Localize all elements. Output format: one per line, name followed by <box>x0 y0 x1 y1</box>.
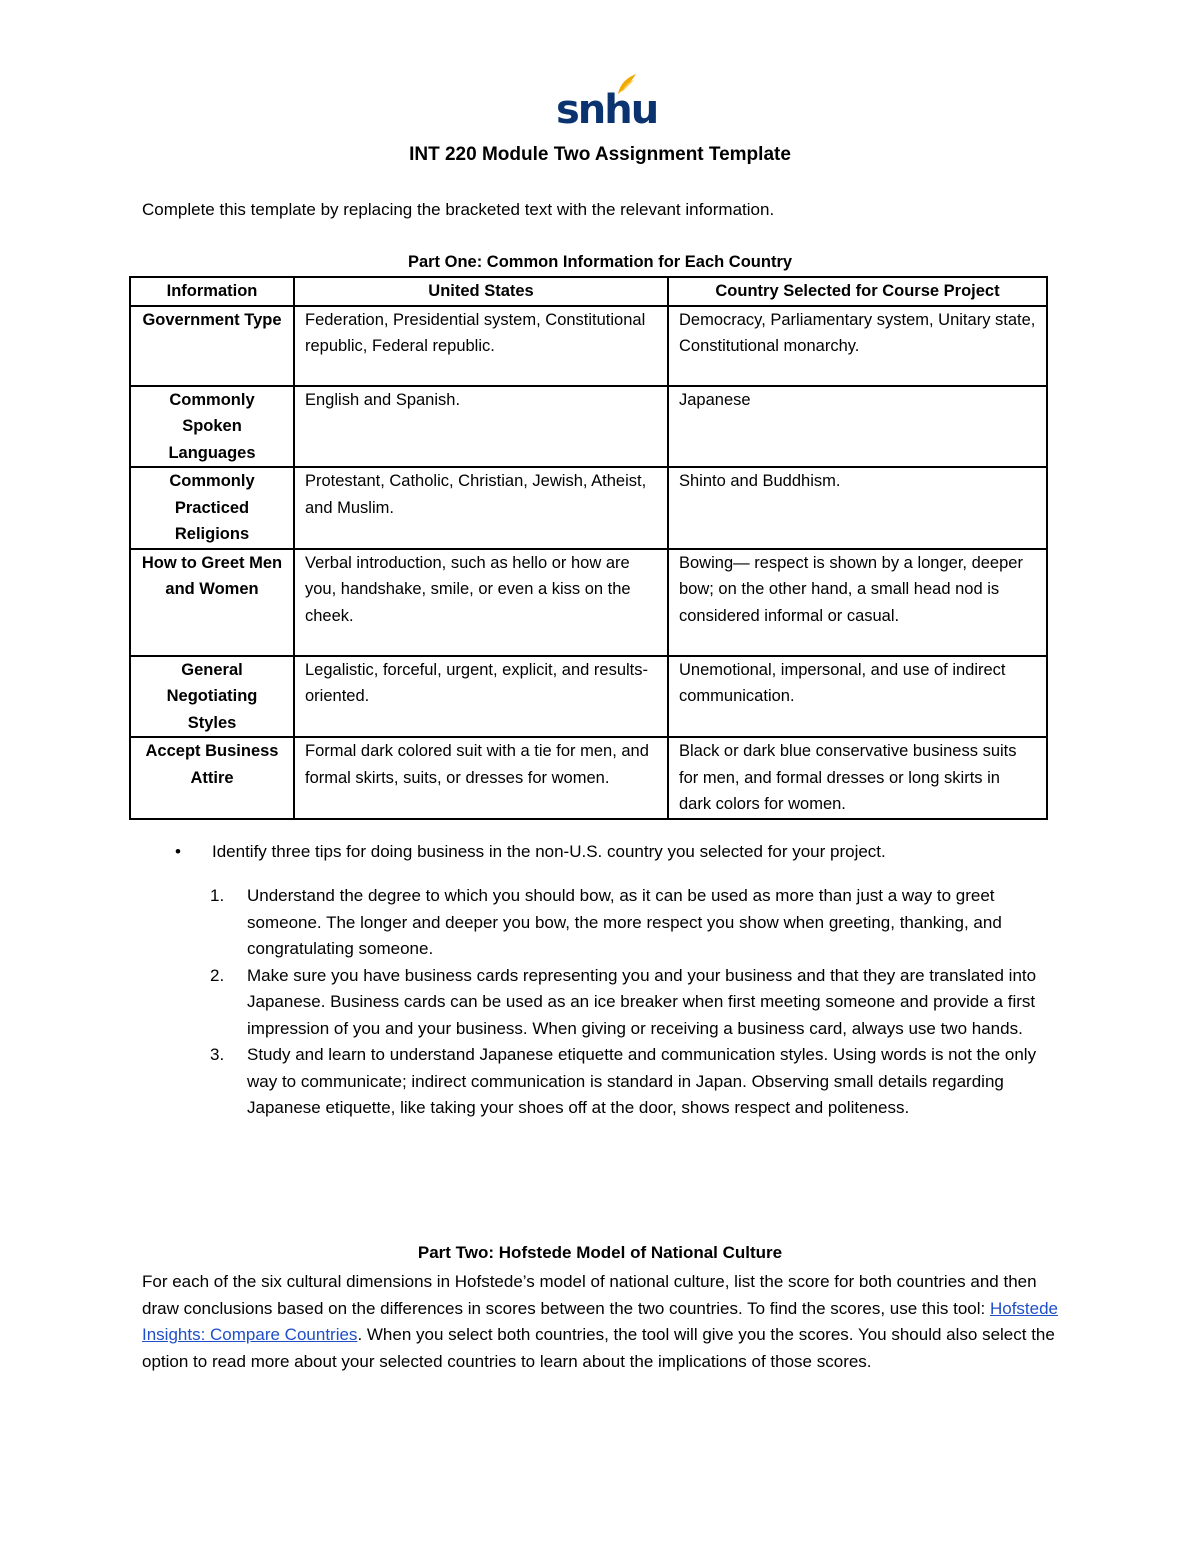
row-label: General Negotiating Styles <box>130 656 294 738</box>
us-cell: Federation, Presidential system, Constitutional republic, Federal republic. <box>294 306 668 386</box>
country-info-table <box>129 276 1048 820</box>
tips-list <box>210 883 1070 1122</box>
page-title: INT 220 Module Two Assignment Template <box>409 144 791 165</box>
row-label: Commonly Practiced Religions <box>130 467 294 549</box>
table-row <box>130 386 1047 468</box>
list-item <box>210 883 1070 963</box>
selected-country-cell: Bowing— respect is shown by a longer, deeper bow; on the other hand, a small head nod is considered informal or casual. <box>668 549 1047 656</box>
list-number: 1. <box>210 886 225 905</box>
paragraph-text-after: . When you select both countries, the tool will give you the scores. You should also select the option to read more about your selected countries to learn about the implications of those scores. <box>142 1325 1055 1371</box>
selected-country-cell: Japanese <box>668 386 1047 468</box>
row-label: Accept Business Attire <box>130 737 294 819</box>
part-two-paragraph <box>142 1269 1072 1375</box>
logo-text: snhu <box>556 87 658 133</box>
list-item <box>210 963 1070 1043</box>
column-header-information: Information <box>130 277 294 306</box>
table-row <box>130 549 1047 656</box>
hofstede-compare-link[interactable]: Hofstede Insights: Compare Countries <box>142 1298 1059 1344</box>
us-cell: Protestant, Catholic, Christian, Jewish, Atheist, and Muslim. <box>294 467 668 549</box>
snhu-logo <box>556 72 658 133</box>
us-cell: Verbal introduction, such as hello or how are you, handshake, smile, or even a kiss on the cheek. <box>294 549 668 656</box>
list-text: Make sure you have business cards representing you and your business and that they are translated into Japanese. Business cards can be used as an ice breaker when first meeting someone and provide a first impression of you and your business. When giving or receiving a business card, always use two hands. <box>247 965 1037 1038</box>
bullet-text: Identify three tips for doing business in the non-U.S. country you selected for your project. <box>212 842 886 861</box>
list-text: Study and learn to understand Japanese etiquette and communication styles. Using words is not the only way to communicate; indirect communication is standard in Japan. Observing small details regarding Japanese etiquette, like taking your shoes off at the door, shows respect and politeness. <box>247 1045 1037 1117</box>
table-row <box>130 656 1047 738</box>
selected-country-cell: Democracy, Parliamentary system, Unitary state, Constitutional monarchy. <box>668 306 1047 386</box>
part-one-title: Part One: Common Information for Each Country <box>407 253 793 271</box>
selected-country-cell: Unemotional, impersonal, and use of indirect communication. <box>668 656 1047 738</box>
table-row <box>130 737 1047 819</box>
row-label: Commonly Spoken Languages <box>130 386 294 468</box>
list-text: Understand the degree to which you should bow, as it can be used as more than just a way to greet someone. The longer and deeper you bow, the more respect you show when greeting, thanking, and congratulating someone. <box>247 886 1002 958</box>
selected-country-cell: Shinto and Buddhism. <box>668 467 1047 549</box>
list-number: 2. <box>210 965 225 985</box>
row-label: How to Greet Men and Women <box>130 549 294 656</box>
us-cell: English and Spanish. <box>294 386 668 468</box>
table-header-row <box>130 277 1047 306</box>
us-cell: Legalistic, forceful, urgent, explicit, and results-oriented. <box>294 656 668 738</box>
bullet-symbol: • <box>175 842 181 861</box>
paragraph-text-before: For each of the six cultural dimensions in Hofstede’s model of national culture, list the score for both countries and then draw conclusions based on the differences in scores between the two countries. To find the scores, use this tool: <box>142 1272 1037 1318</box>
list-item <box>210 1042 1070 1122</box>
part-two-title: Part Two: Hofstede Model of National Culture <box>417 1243 783 1262</box>
selected-country-cell: Black or dark blue conservative business suits for men, and formal dresses or long skirts in dark colors for women. <box>668 737 1047 819</box>
table-row <box>130 467 1047 549</box>
intro-text: Complete this template by replacing the bracketed text with the relevant information. <box>142 200 775 219</box>
column-header-united-states: United States <box>294 277 668 306</box>
us-cell: Formal dark colored suit with a tie for men, and formal skirts, suits, or dresses for women. <box>294 737 668 819</box>
column-header-selected-country: Country Selected for Course Project <box>668 277 1047 306</box>
table-row <box>130 306 1047 386</box>
list-number: 3. <box>210 1045 225 1064</box>
flame-icon <box>614 72 638 96</box>
row-label: Government Type <box>130 306 294 386</box>
